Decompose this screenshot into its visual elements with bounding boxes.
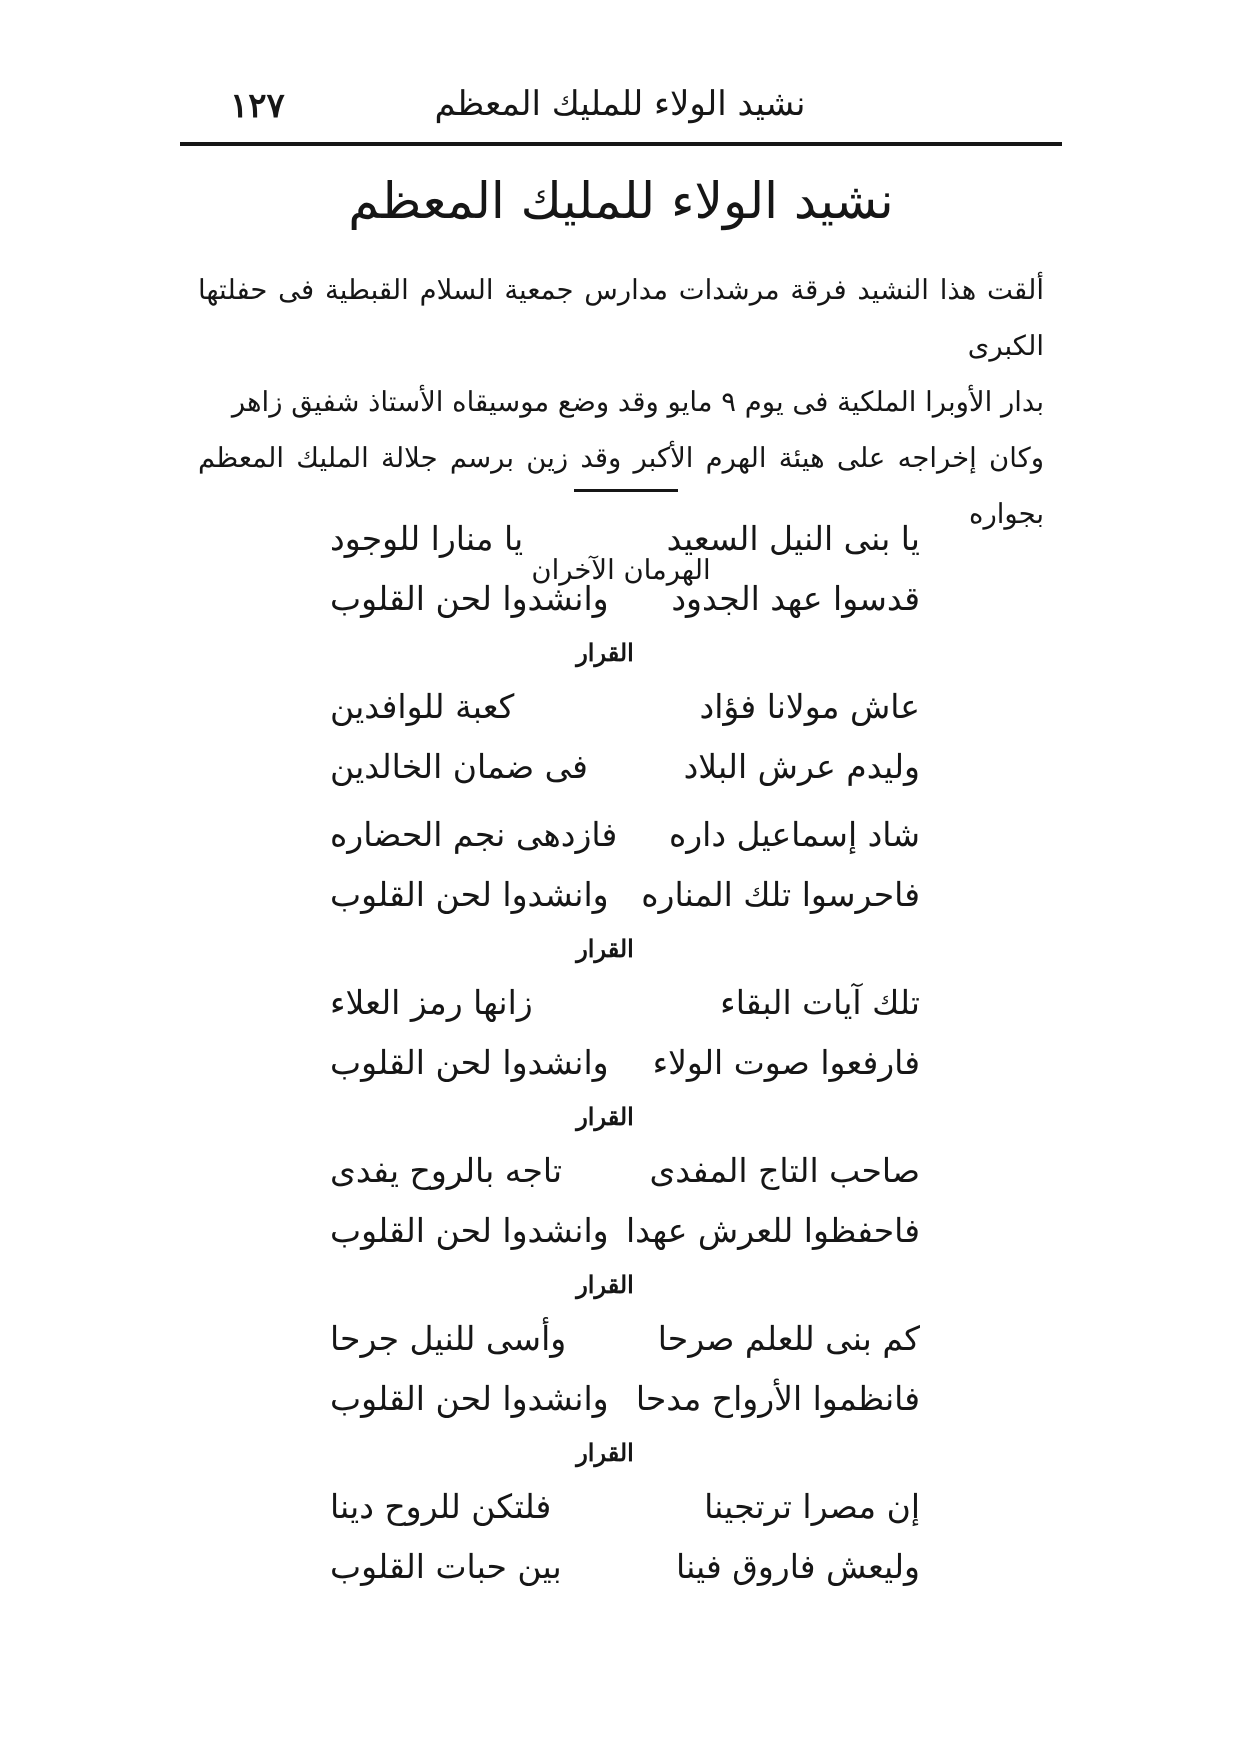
hemistich-second: كعبة للوافدين [330, 686, 515, 726]
verse [330, 1032, 920, 1092]
hemistich-second: وأسى للنيل جرحا [330, 1318, 567, 1358]
hemistich-second: وانشدوا لحن القلوب [330, 1210, 609, 1250]
verse [330, 1308, 920, 1368]
verse [330, 972, 920, 1032]
hemistich-second: بين حبات القلوب [330, 1546, 562, 1586]
intro-line: بدار الأوبرا الملكية فى يوم ٩ مايو وقد وضع موسيقاه الأستاذ شفيق زاهر [231, 386, 1044, 418]
running-header [180, 80, 1060, 140]
refrain-label: القرار [576, 1269, 634, 1299]
verse [330, 1200, 920, 1260]
verse [330, 1140, 920, 1200]
verse [330, 1368, 920, 1428]
hemistich-second: وانشدوا لحن القلوب [330, 578, 609, 618]
hemistich-second: فازدهى نجم الحضاره [330, 814, 618, 854]
hemistich-second: وانشدوا لحن القلوب [330, 1042, 609, 1082]
hemistich-first: وليعش فاروق فينا [676, 1546, 920, 1586]
verse [330, 568, 920, 628]
hemistich-first: فانظموا الأرواح مدحا [635, 1378, 920, 1418]
section-divider [574, 489, 678, 492]
hemistich-second: وانشدوا لحن القلوب [330, 874, 609, 914]
hemistich-second: تاجه بالروح يفدى [330, 1150, 563, 1190]
hemistich-first: فاحرسوا تلك المناره [641, 874, 920, 914]
intro-line: الهرمان الآخران [531, 554, 711, 586]
hemistich-first: وليدم عرش البلاد [683, 746, 920, 786]
hemistich-second: فى ضمان الخالدين [330, 746, 588, 786]
page-number: ١٢٧ [230, 86, 285, 126]
refrain-label: القرار [576, 637, 634, 667]
intro-line: ألقت هذا النشيد فرقة مرشدات مدارس جمعية السلام القبطية فى حفلتها الكبرى [198, 274, 1044, 362]
verse [330, 736, 920, 796]
hemistich-second: فلتكن للروح دينا [330, 1486, 552, 1526]
refrain-label: القرار [576, 1101, 634, 1131]
hemistich-first: إن مصرا ترتجينا [704, 1486, 920, 1526]
verse [330, 864, 920, 924]
intro-line: وكان إخراجه على هيئة الهرم الأكبر وقد زين برسم جلالة المليك المعظم بجواره [198, 442, 1044, 530]
verse [330, 676, 920, 736]
hemistich-second: يا منارا للوجود [330, 518, 524, 558]
hemistich-first: قدسوا عهد الجدود [671, 578, 920, 618]
hemistich-first: شاد إسماعيل داره [668, 814, 920, 854]
hemistich-first: يا بنى النيل السعيد [666, 518, 920, 558]
hemistich-first: فارفعوا صوت الولاء [652, 1042, 920, 1082]
hemistich-first: تلك آيات البقاء [720, 982, 920, 1022]
hemistich-first: كم بنى للعلم صرحا [657, 1318, 920, 1358]
hemistich-first: عاش مولانا فؤاد [699, 686, 920, 726]
verse [330, 1536, 920, 1596]
poem-body [330, 508, 920, 1596]
verse [330, 1476, 920, 1536]
hemistich-second: زانها رمز العلاء [330, 982, 533, 1022]
header-rule [180, 142, 1062, 146]
running-title: نشيد الولاء للمليك المعظم [434, 84, 806, 124]
verse [330, 804, 920, 864]
hemistich-first: فاحفظوا للعرش عهدا [626, 1210, 920, 1250]
poem-title: نشيد الولاء للمليك المعظم [348, 172, 894, 230]
refrain-label: القرار [576, 933, 634, 963]
hemistich-second: وانشدوا لحن القلوب [330, 1378, 609, 1418]
refrain-label: القرار [576, 1437, 634, 1467]
hemistich-first: صاحب التاج المفدى [649, 1150, 920, 1190]
verse [330, 508, 920, 568]
